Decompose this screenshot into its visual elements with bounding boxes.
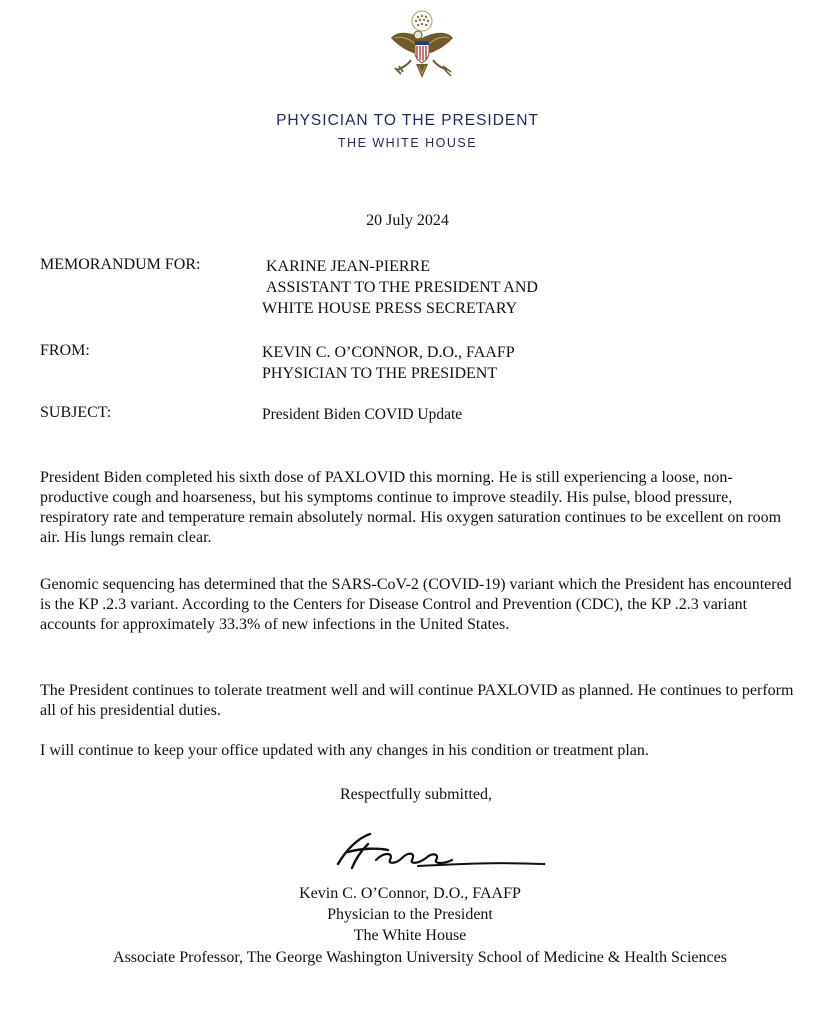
body-paragraph-2: Genomic sequencing has determined that the SARS-CoV-2 (COVID-19) variant which the President has encountered is the KP .2.3 variant. According to the Centers for Disease Control and Prevention (CDC), the KP .2.3 variant accounts for approximately 33.3% of new infections in the United States. bbox=[40, 576, 792, 633]
signature-icon bbox=[318, 830, 550, 874]
from-label: FROM: bbox=[40, 342, 90, 359]
signer-affiliation: Associate Professor, The George Washington University School of Medicine & Health Sciences bbox=[113, 949, 727, 966]
signer-title: Physician to the President bbox=[327, 906, 493, 923]
recipient-title-line1: ASSISTANT TO THE PRESIDENT AND bbox=[266, 279, 538, 296]
sender-name: KEVIN C. O’CONNOR, D.O., FAAFP bbox=[262, 344, 515, 361]
body-paragraph-3: The President continues to tolerate treatment well and will continue PAXLOVID as planned. He continues to perform all of his presidential duties. bbox=[40, 682, 794, 719]
recipient-name: KARINE JEAN-PIERRE bbox=[266, 258, 430, 275]
memorandum-for-label: MEMORANDUM FOR: bbox=[40, 256, 201, 273]
letterhead-subtitle: THE WHITE HOUSE bbox=[337, 136, 478, 150]
body-paragraph-1: President Biden completed his sixth dose of PAXLOVID this morning. He is still experiencing a loose, non-productive cough and hoarseness, but his symptoms continue to improve steadily. His pulse, blood pressure, respiratory rate and temperature remain absolutely normal. His oxygen saturation continues to be excellent on room air. His lungs remain clear. bbox=[40, 469, 782, 546]
body-paragraph-4: I will continue to keep your office updated with any changes in his condition or treatment plan. bbox=[40, 742, 649, 759]
subject-label: SUBJECT: bbox=[40, 404, 112, 421]
presidential-seal-icon bbox=[381, 8, 463, 84]
recipient-title-line2: WHITE HOUSE PRESS SECRETARY bbox=[262, 300, 518, 317]
memo-date: 20 July 2024 bbox=[366, 212, 449, 229]
signer-name: Kevin C. O’Connor, D.O., FAAFP bbox=[299, 885, 521, 902]
subject-text: President Biden COVID Update bbox=[262, 406, 463, 423]
closing-salutation: Respectfully submitted, bbox=[340, 786, 492, 803]
letterhead-title: PHYSICIAN TO THE PRESIDENT bbox=[276, 112, 539, 129]
sender-title: PHYSICIAN TO THE PRESIDENT bbox=[262, 365, 498, 382]
signer-office: The White House bbox=[353, 927, 467, 944]
